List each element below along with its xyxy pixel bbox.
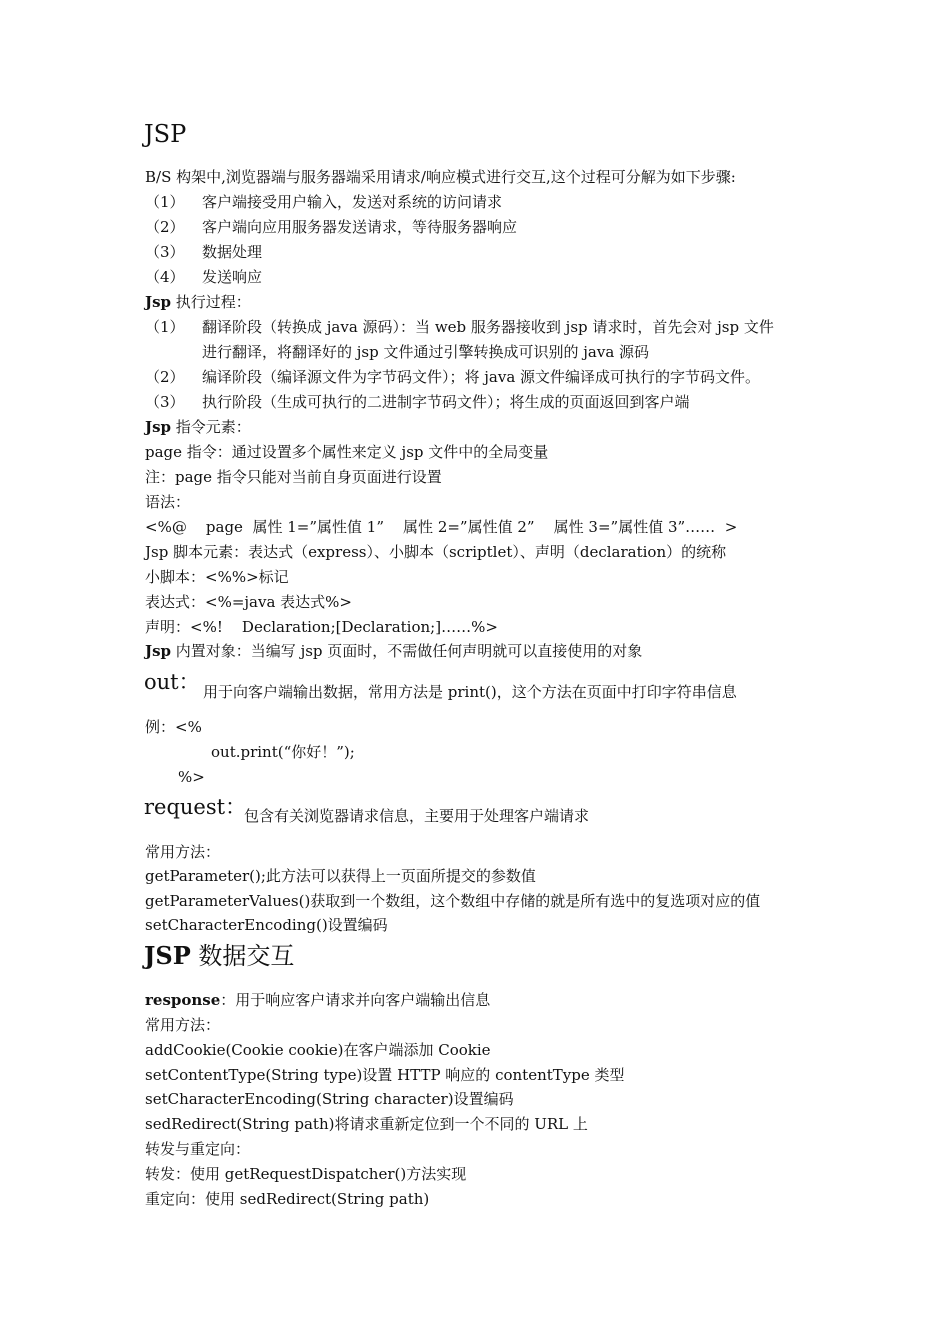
section-title (144, 941, 294, 971)
exec-text: 编译阶段（编译源文件为字节码文件）；将 java 源文件编译成可执行的字节码文件。 (202, 368, 761, 386)
request-line: 常用方法： (145, 843, 221, 861)
directive-line: page 指令：通过设置多个属性来定义 jsp 文件中的全局变量 (145, 443, 549, 461)
example-open: 例：<% (145, 718, 202, 736)
exec-heading-keyword: Jsp (145, 293, 172, 311)
exec-text: 翻译阶段（转换成 java 源码）：当 web 服务器接收到 jsp 请求时，首先会对 jsp 文件 (202, 318, 774, 336)
page-title: JSP (144, 120, 187, 148)
example-code: out.print(“你好！”); (211, 743, 355, 761)
section-title-text: 数据交互 (190, 942, 295, 970)
response-line: sedRedirect(String path)将请求重新定位到一个不同的 URL 上 (145, 1115, 588, 1133)
step-text: 客户端向应用服务器发送请求，等待服务器响应 (202, 218, 518, 236)
request-line: setCharacterEncoding()设置编码 (145, 916, 388, 934)
step-text: 发送响应 (202, 268, 263, 286)
request-line: getParameterValues()获取到一个数组，这个数组中存储的就是所有选中的复选项对应的值 (145, 892, 761, 910)
response-line: 转发：使用 getRequestDispatcher()方法实现 (145, 1165, 467, 1183)
step-number: （1） (145, 193, 185, 211)
exec-heading (145, 292, 251, 312)
directive-line: 表达式：<%=java 表达式%> (145, 593, 352, 611)
directive-line: 小脚本：<%%>标记 (145, 568, 289, 586)
response-heading (145, 990, 490, 1010)
exec-heading-text: 执行过程： (171, 293, 251, 311)
directive-heading-text: 指令元素： (171, 418, 251, 436)
exec-number: （2） (145, 368, 185, 386)
exec-text: 执行阶段（生成可执行的二进制字节码文件）；将生成的页面返回到客户端 (202, 393, 690, 411)
builtin-heading-keyword: Jsp (145, 642, 172, 660)
request-description: 包含有关浏览器请求信息，主要用于处理客户端请求 (244, 807, 590, 825)
request-line: getParameter();此方法可以获得上一页面所提交的参数值 (145, 867, 536, 885)
builtin-heading (145, 641, 642, 661)
intro-paragraph: B/S 构架中,浏览器端与服务器端采用请求/响应模式进行交互,这个过程可分解为如下步骤: (145, 168, 736, 186)
step-number: （3） (145, 243, 185, 261)
directive-line: <%@ page 属性 1=”属性值 1” 属性 2=”属性值 2” 属性 3=”属性值 3”…… > (145, 518, 738, 536)
response-line: setContentType(String type)设置 HTTP 响应的 contentType 类型 (145, 1066, 625, 1084)
response-line: setCharacterEncoding(String character)设置编码 (145, 1090, 514, 1108)
step-text: 客户端接受用户输入，发送对系统的访问请求 (202, 193, 503, 211)
response-line: 常用方法： (145, 1016, 221, 1034)
request-word: request： (144, 795, 247, 819)
response-line: addCookie(Cookie cookie)在客户端添加 Cookie (145, 1041, 491, 1059)
directive-line: 注：page 指令只能对当前自身页面进行设置 (145, 468, 442, 486)
out-word: out： (144, 670, 200, 694)
directive-heading (145, 417, 251, 437)
directive-heading-keyword: Jsp (145, 418, 172, 436)
step-text: 数据处理 (202, 243, 263, 261)
exec-text-continued: 进行翻译，将翻译好的 jsp 文件通过引擎转换成可识别的 java 源码 (202, 343, 650, 361)
directive-line: Jsp 脚本元素：表达式（express）、小脚本（scriptlet）、声明（declaration）的统称 (145, 543, 727, 561)
example-close: %> (178, 768, 205, 786)
builtin-heading-text: 内置对象：当编写 jsp 页面时，不需做任何声明就可以直接使用的对象 (171, 642, 643, 660)
section-title-keyword: JSP (144, 941, 191, 970)
exec-number: （1） (145, 318, 185, 336)
directive-line: 语法： (145, 493, 191, 511)
response-keyword: response (145, 991, 221, 1009)
response-line: 重定向：使用 sedRedirect(String path) (145, 1190, 430, 1208)
response-line: 转发与重定向： (145, 1140, 251, 1158)
out-description: 用于向客户端输出数据，常用方法是 print()，这个方法在页面中打印字符串信息 (203, 683, 737, 701)
exec-number: （3） (145, 393, 185, 411)
directive-line: 声明：<%! Declaration;[Declaration;]……%> (145, 618, 498, 636)
step-number: （4） (145, 268, 185, 286)
step-number: （2） (145, 218, 185, 236)
response-text: ：用于响应客户请求并向客户端输出信息 (220, 991, 491, 1009)
